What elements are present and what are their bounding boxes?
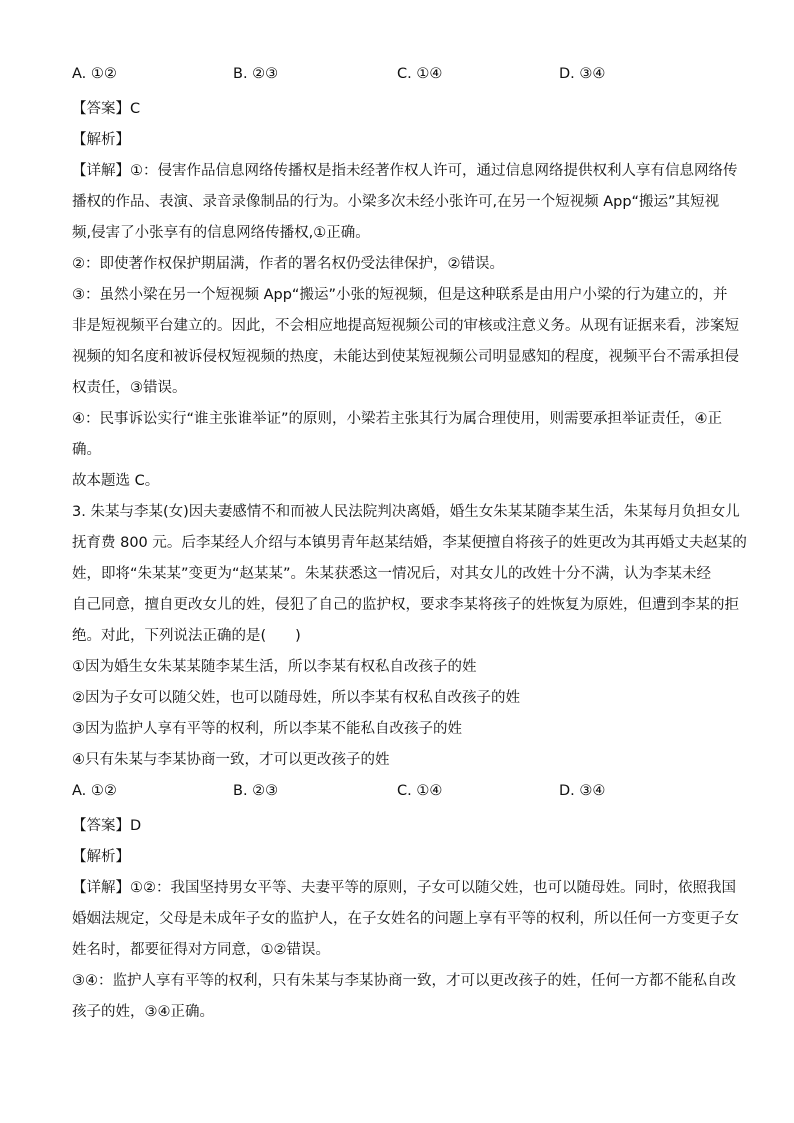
detail-line: ②：即使著作权保护期届满，作者的署名权仍受法律保护，②错误。 xyxy=(72,256,504,272)
option-a[interactable]: A. ①② xyxy=(72,66,117,82)
detail-line: 频,侵害了小张享有的信息网络传播权,①正确。 xyxy=(72,225,370,241)
statement-3: ③因为监护人享有平等的权利，所以李某不能私自改孩子的姓 xyxy=(72,721,462,737)
detail-line: 【详解】①：侵害作品信息网络传播权是指未经著作权人许可，通过信息网络提供权利人享有信息网络传 xyxy=(72,163,738,179)
analysis-label: 【解析】 xyxy=(72,849,130,865)
option-b[interactable]: B. ②③ xyxy=(233,66,279,82)
analysis-label: 【解析】 xyxy=(72,132,130,148)
question-stem-line: 抚育费 800 元。后李某经人介绍与本镇男青年赵某结婚，李某便擅自将孩子的姓更改为其再婚丈夫赵某的 xyxy=(72,535,747,551)
detail-line: ④：民事诉讼实行“谁主张谁举证”的原则，小梁若主张其行为属合理使用，则需要承担举证责任，④正 xyxy=(72,411,723,427)
detail-line: 【详解】①②：我国坚持男女平等、夫妻平等的原则，子女可以随父姓，也可以随母姓。同时，依照我国 xyxy=(72,880,736,896)
detail-line: 姓名时，都要征得对方同意，①②错误。 xyxy=(72,942,330,958)
option-c[interactable]: C. ①④ xyxy=(397,783,443,799)
statement-2: ②因为子女可以随父姓，也可以随母姓，所以李某有权私自改孩子的姓 xyxy=(72,690,520,706)
detail-line: ③：虽然小梁在另一个短视频 App“搬运”小张的短视频，但是这种联系是由用户小梁的行为建立的，并 xyxy=(72,287,728,303)
option-b[interactable]: B. ②③ xyxy=(233,783,279,799)
statement-1: ①因为婚生女朱某某随李某生活，所以李某有权私自改孩子的姓 xyxy=(72,659,477,675)
detail-line: 权责任，③错误。 xyxy=(72,380,187,396)
question-stem-line: 绝。对此，下列说法正确的是( ) xyxy=(72,628,301,644)
statement-4: ④只有朱某与李某协商一致，才可以更改孩子的姓 xyxy=(72,752,390,768)
detail-line: 婚姻法规定，父母是未成年子女的监护人，在子女姓名的问题上享有平等的权利，所以任何一方变更子女 xyxy=(72,911,739,927)
conclusion-line: 故本题选 C。 xyxy=(72,473,160,489)
detail-line: ③④：监护人享有平等的权利，只有朱某与李某协商一致，才可以更改孩子的姓，任何一方都不能私自改 xyxy=(72,973,736,989)
option-d[interactable]: D. ③④ xyxy=(559,66,606,82)
question-stem-line: 姓，即将“朱某某”变更为“赵某某”。朱某获悉这一情况后，对其女儿的改姓十分不满，认为李某未经 xyxy=(72,566,712,582)
question-stem-line: 3. 朱某与李某(女)因夫妻感情不和而被人民法院判决离婚，婚生女朱某某随李某生活，朱某每月负担女儿 xyxy=(72,504,740,520)
detail-line: 孩子的姓，③④正确。 xyxy=(72,1004,214,1020)
option-c[interactable]: C. ①④ xyxy=(397,66,443,82)
question-stem-line: 自己同意，擅自更改女儿的姓，侵犯了自己的监护权，要求李某将孩子的姓恢复为原姓，但遭到李某的拒 xyxy=(72,597,739,613)
answer-label: 【答案】D xyxy=(72,818,142,834)
detail-line: 播权的作品、表演、录音录像制品的行为。小梁多次未经小张许可,在另一个短视频 App“搬运”其短视 xyxy=(72,194,720,210)
detail-line: 确。 xyxy=(72,442,101,458)
answer-label: 【答案】C xyxy=(72,101,141,117)
option-d[interactable]: D. ③④ xyxy=(559,783,606,799)
option-a[interactable]: A. ①② xyxy=(72,783,117,799)
detail-line: 非是短视频平台建立的。因此，不会相应地提高短视频公司的审核或注意义务。从现有证据来看，涉案短 xyxy=(72,318,739,334)
detail-line: 视频的知名度和被诉侵权短视频的热度，未能达到使某短视频公司明显感知的程度，视频平台不需承担侵 xyxy=(72,349,739,365)
